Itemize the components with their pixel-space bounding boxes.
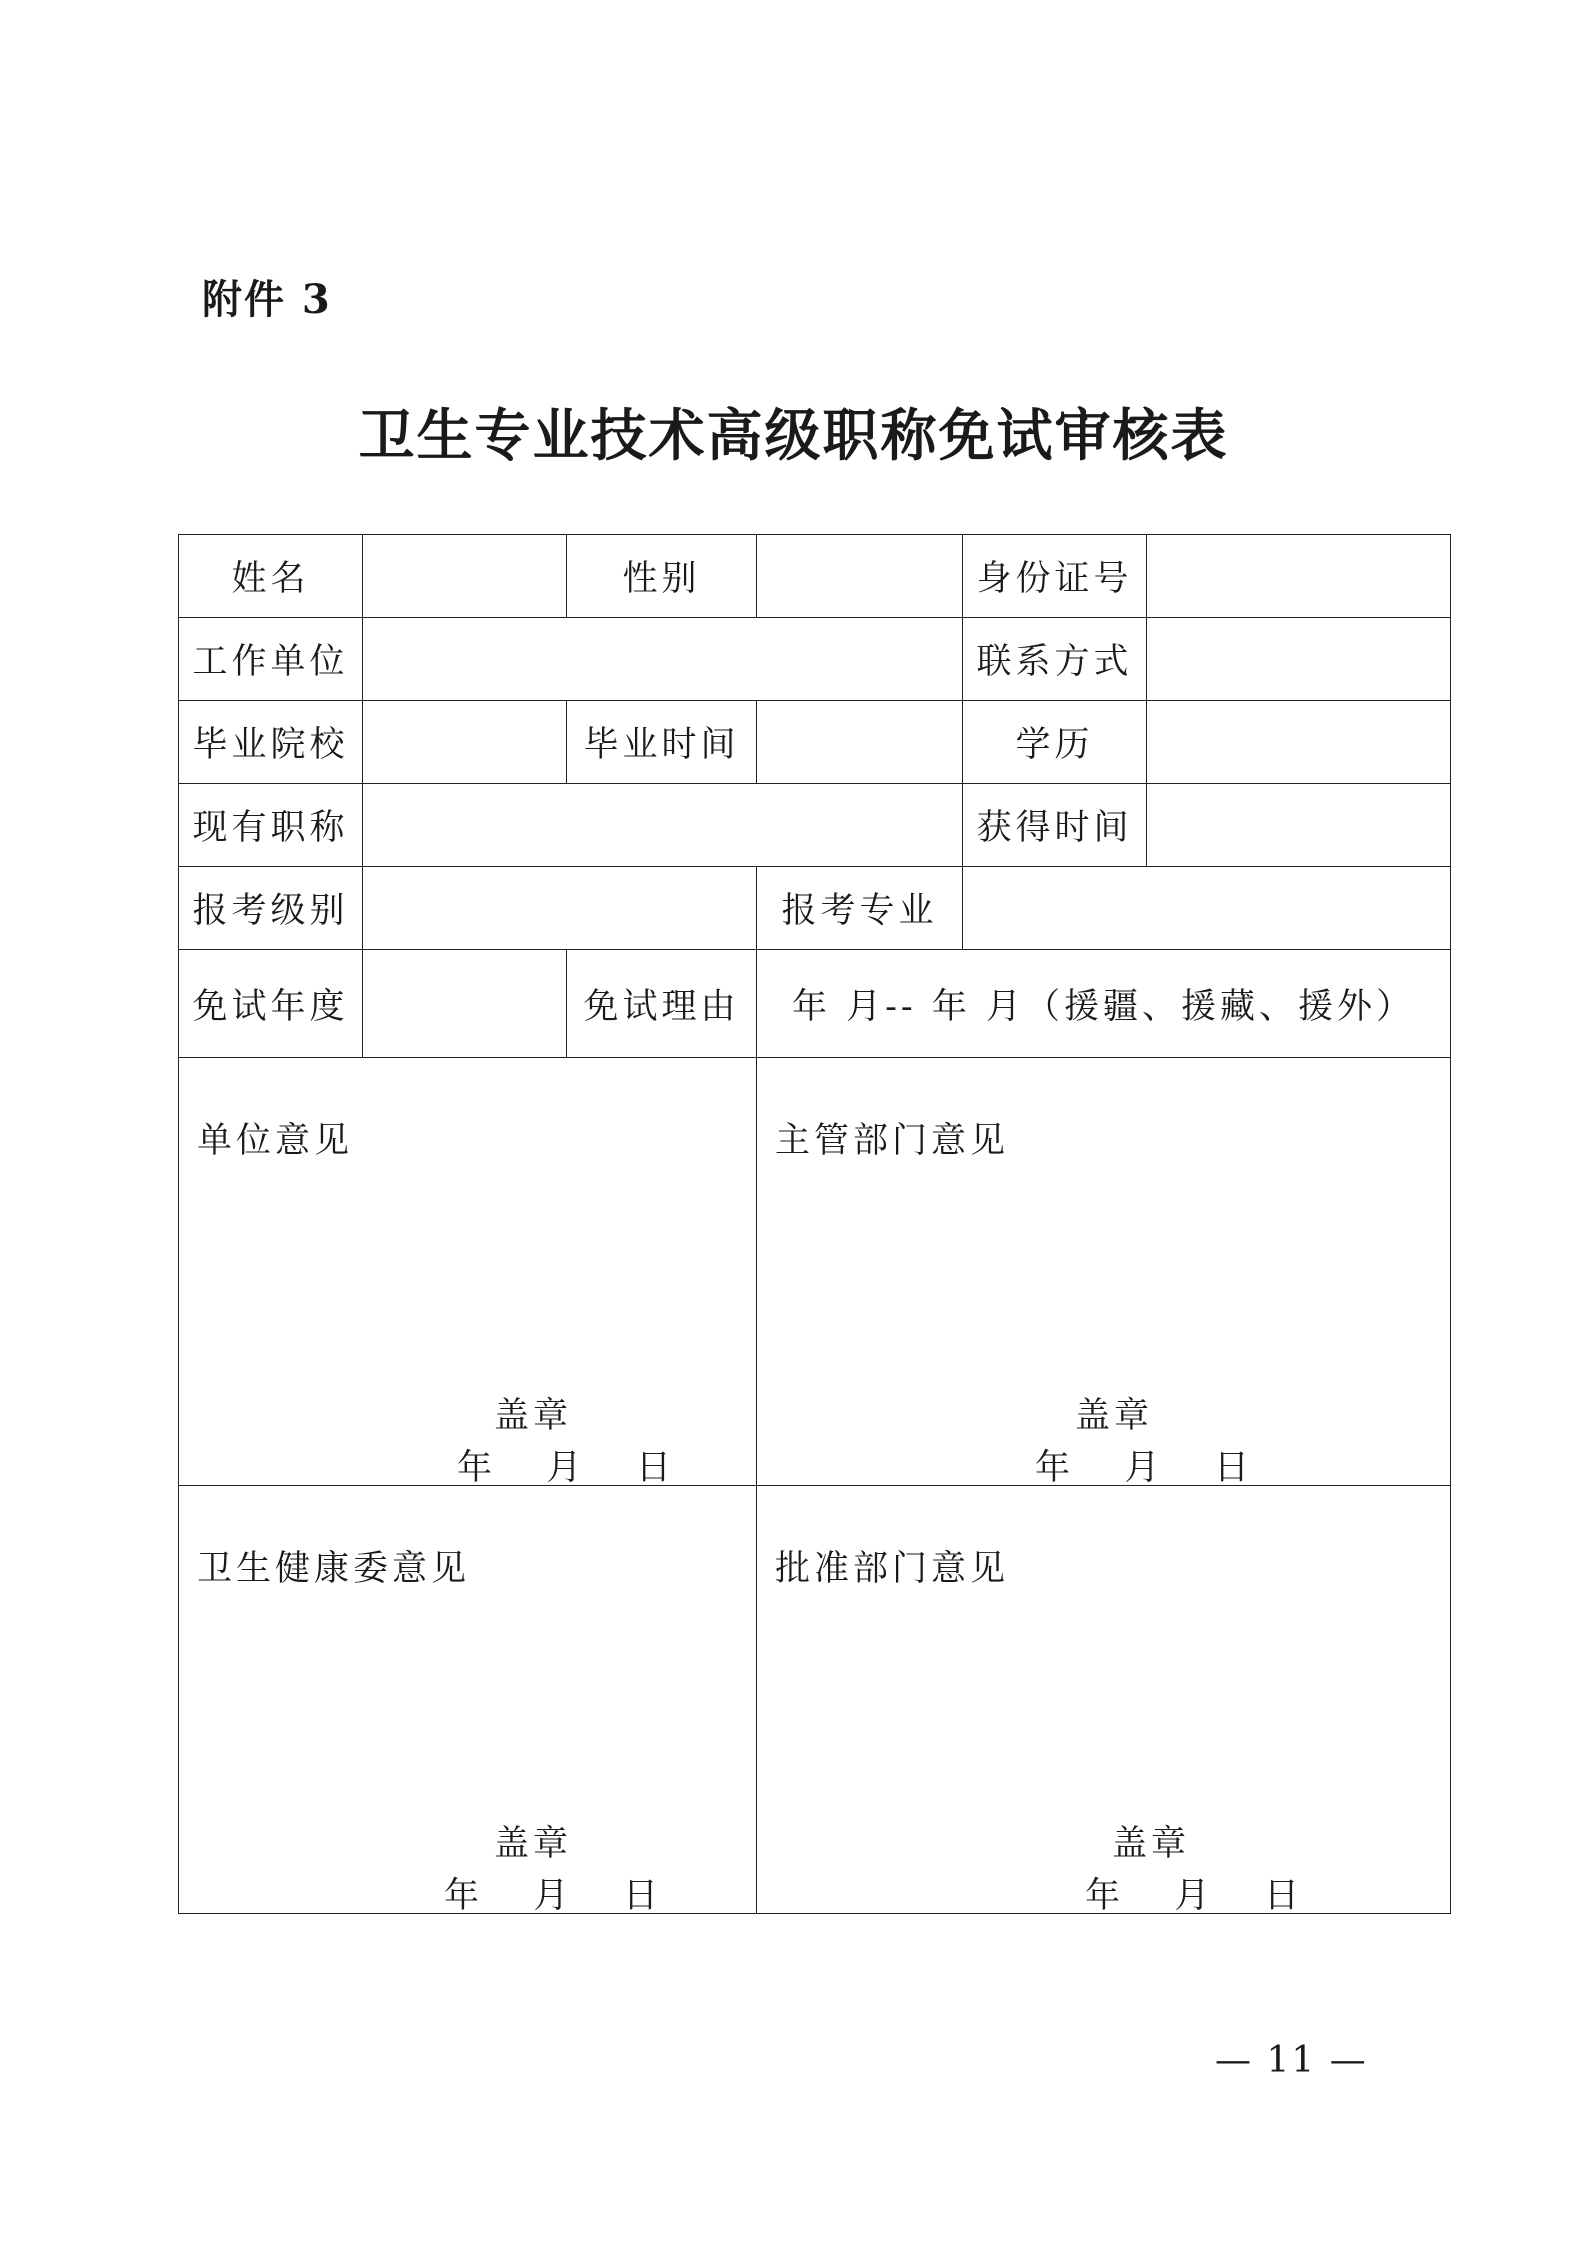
work-unit-label: 工作单位: [179, 618, 363, 701]
exam-level-label: 报考级别: [179, 867, 363, 950]
contact-label: 联系方式: [963, 618, 1147, 701]
current-title-field[interactable]: [363, 784, 963, 867]
name-field[interactable]: [363, 535, 567, 618]
approval-opinion-box[interactable]: [757, 1486, 1451, 1914]
school-label: 毕业院校: [179, 701, 363, 784]
current-title-label: 现有职称: [179, 784, 363, 867]
id-number-field[interactable]: [1147, 535, 1451, 618]
name-label: 姓名: [179, 535, 363, 618]
page-title: 卫生专业技术高级职称免试审核表: [358, 403, 1229, 469]
health-commission-opinion-box[interactable]: [179, 1486, 757, 1914]
work-unit-field[interactable]: [363, 618, 963, 701]
obtain-time-field[interactable]: [1147, 784, 1451, 867]
page-number: — 11 —: [1215, 2040, 1368, 2081]
exam-level-field[interactable]: [363, 867, 757, 950]
grad-time-label: 毕业时间: [567, 701, 757, 784]
exam-major-field[interactable]: [963, 867, 1451, 950]
health-commission-seal-label: 盖章: [494, 1824, 573, 1864]
obtain-time-label: 获得时间: [963, 784, 1147, 867]
health-commission-date-line: 年 月 日: [444, 1876, 661, 1916]
unit-seal-label: 盖章: [494, 1396, 573, 1436]
attachment-label: 附件 3: [202, 276, 332, 323]
exempt-reason-field[interactable]: 年 月-- 年 月（援疆、援藏、援外）: [757, 950, 1451, 1058]
education-label: 学历: [963, 701, 1147, 784]
exempt-reason-label: 免试理由: [567, 950, 757, 1058]
form-row-education: [179, 701, 1451, 784]
health-commission-opinion-title: 卫生健康委意见: [197, 1549, 471, 1589]
authority-opinion-title: 主管部门意见: [775, 1121, 1010, 1161]
form-row-exempt: [179, 950, 1451, 1058]
authority-date-line: 年 月 日: [1035, 1448, 1252, 1488]
exam-major-label: 报考专业: [757, 867, 963, 950]
authority-opinion-box[interactable]: [757, 1058, 1451, 1486]
form-row-opinions-2: [179, 1486, 1451, 1914]
form-row-exam: [179, 867, 1451, 950]
id-number-label: 身份证号: [963, 535, 1147, 618]
exempt-year-field[interactable]: [363, 950, 567, 1058]
unit-opinion-title: 单位意见: [197, 1121, 354, 1161]
form-row-basic: [179, 535, 1451, 618]
approval-seal-label: 盖章: [1112, 1824, 1191, 1864]
education-field[interactable]: [1147, 701, 1451, 784]
approval-opinion-title: 批准部门意见: [775, 1549, 1010, 1589]
review-form-table: [178, 534, 1451, 1914]
gender-field[interactable]: [757, 535, 963, 618]
grad-time-field[interactable]: [757, 701, 963, 784]
exempt-year-label: 免试年度: [179, 950, 363, 1058]
unit-date-line: 年 月 日: [457, 1448, 674, 1488]
approval-date-line: 年 月 日: [1085, 1876, 1302, 1916]
school-field[interactable]: [363, 701, 567, 784]
authority-seal-label: 盖章: [1075, 1396, 1154, 1436]
gender-label: 性别: [567, 535, 757, 618]
form-row-work: [179, 618, 1451, 701]
form-row-opinions-1: [179, 1058, 1451, 1486]
form-row-title: [179, 784, 1451, 867]
unit-opinion-box[interactable]: [179, 1058, 757, 1486]
contact-field[interactable]: [1147, 618, 1451, 701]
